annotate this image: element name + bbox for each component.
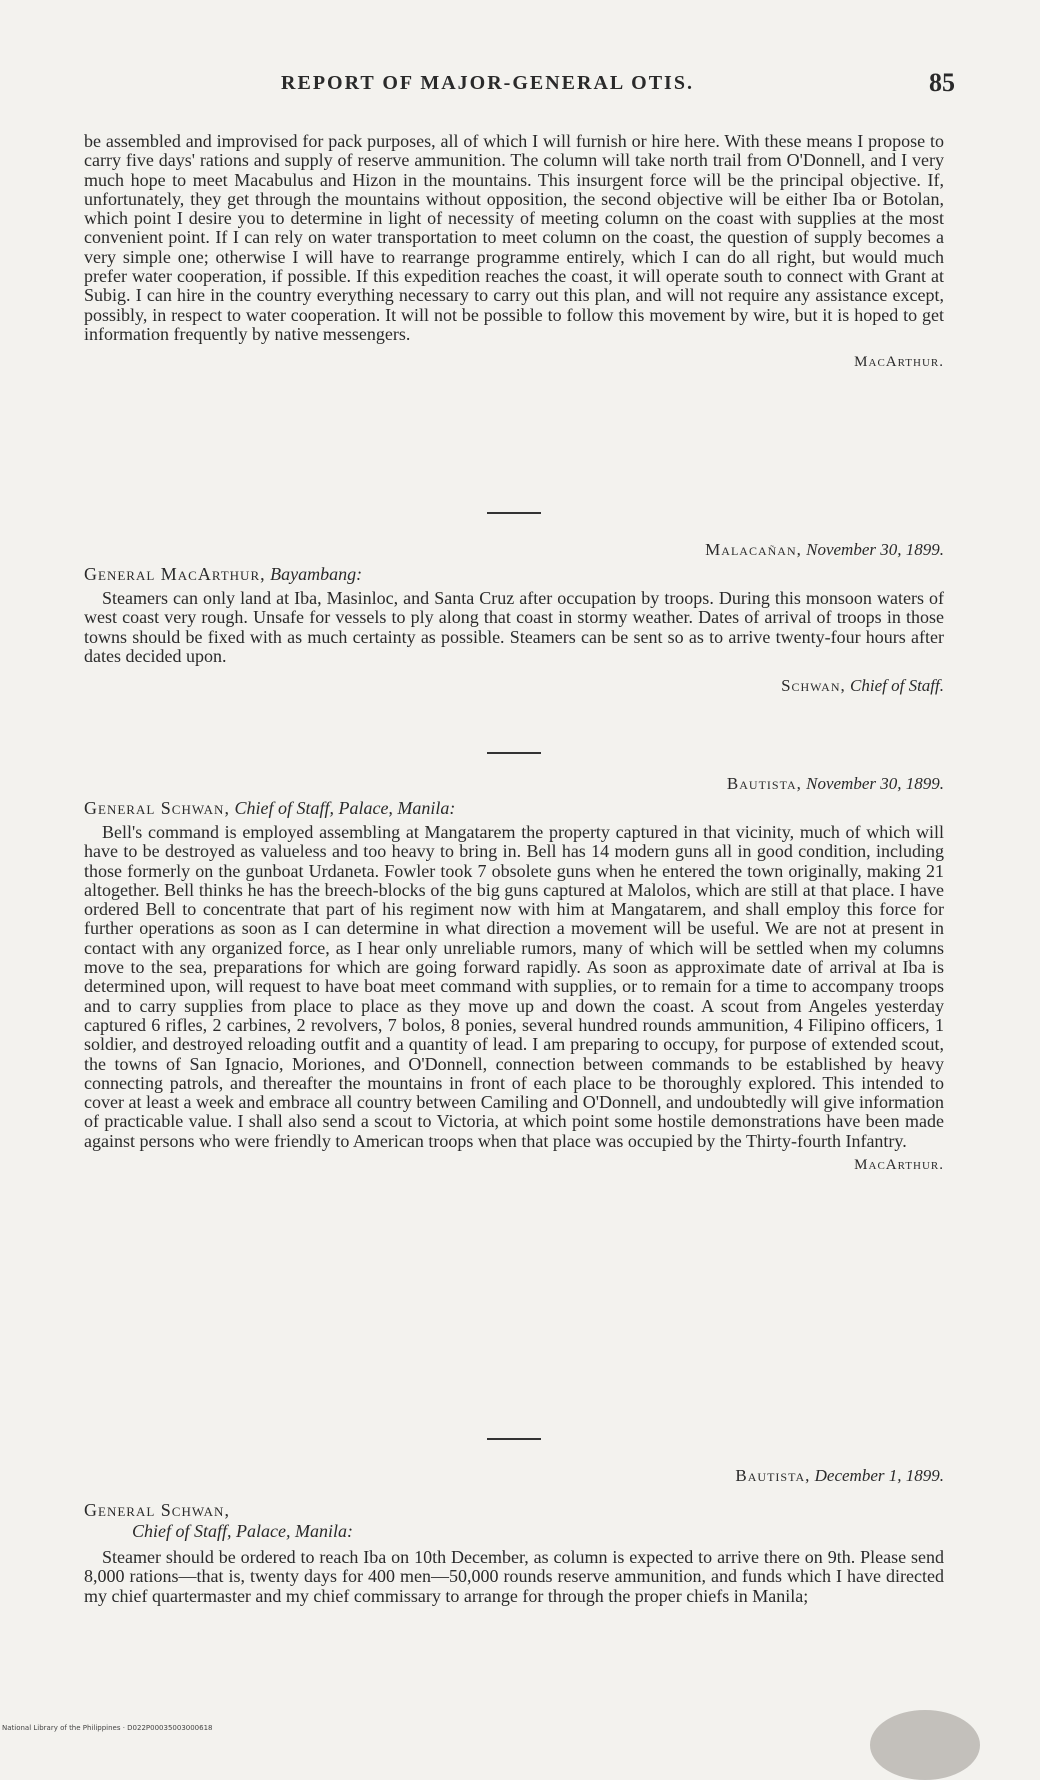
divider-rule — [487, 512, 541, 514]
divider — [84, 752, 944, 754]
dateline — [84, 1466, 944, 1486]
signature-title: Chief of Staff. — [850, 676, 944, 696]
dateline — [84, 540, 944, 560]
signature-name: Schwan, — [781, 676, 846, 696]
addressee — [84, 564, 944, 585]
addressee-name — [84, 1500, 944, 1521]
section-bautista-nov30 — [84, 774, 944, 1174]
dateline-date: November 30, 1899. — [806, 540, 944, 559]
addressee-name: General Schwan, — [84, 798, 230, 818]
paragraph: be assembled and improvised for pack purposes, all of which I will furnish or hire here. With these means I propose to carry five days' rations and supply of reserve ammunition. The column will take north trail from O'Donnell, and I very much hope to meet Macabulus and Hizon in the mountains. This insurgent force will be the principal objective. If, unfortunately, they get through the mountains without opposition, the second objective will be either Iba or Botolan, which point I desire you to determine in light of necessity of meeting column on the coast with supplies at the most convenient point. If I can rely on water transportation to meet column on the coast, the question of supply becomes a very simple one; otherwise I will have to rearrange programme entirely, which I can do all right, but would much prefer water cooperation, if possible. If this expedition reaches the coast, it will operate south to connect with Grant at Subig. I can hire in the country everything necessary to carry out this plan, and will not require any assistance except, possibly, in respect to water cooperation. It will not be possible to follow this movement by wire, but it is hoped to get information frequently by native messengers. — [84, 131, 944, 344]
signature: MacArthur. — [854, 354, 944, 371]
running-title: REPORT OF MAJOR-GENERAL OTIS. — [281, 71, 694, 94]
section-macarthur-continued — [84, 132, 944, 371]
dateline-date: December 1, 1899. — [814, 1466, 944, 1485]
addressee-name: General MacArthur, — [84, 564, 266, 584]
page-header — [80, 68, 955, 98]
dateline — [84, 774, 944, 794]
dateline-place: Bautista, — [735, 1466, 811, 1485]
paragraph: Steamers can only land at Iba, Masinloc, and Santa Cruz after occupation by troops. During this monsoon waters of west coast very rough. Unsafe for vessels to ply along that coast in stormy weather. Dates of arrival of troops in those towns should be fixed with as much certainty as possible. Steamers can be sent so as to arrive twenty-four hours after dates decided upon. — [84, 588, 944, 666]
footer-watermark: National Library of the Philippines · D022P00035003000618 — [2, 1724, 213, 1732]
paragraph: Bell's command is employed assembling at Mangatarem the property captured in that vicinity, much of which will have to be destroyed as valueless and too heavy to bring in. Bell has 14 modern guns all in good condition, including those formerly on the gunboat Urdaneta. Fowler took 7 obsolete guns when he entered the town originally, making 21 altogether. Bell thinks he has the breech-blocks of the big guns captured at Malolos, which are still at that place. I have ordered Bell to concentrate that part of his regiment now with him at Mangatarem, and shall employ this force for further operations as soon as I can determine in what direction a movement will be useful. We are not at present in contact with any organized force, as I hear only unreliable rumors, many of which will be settled when my columns move to the sea, preparations for which are going forward rapidly. As soon as approximate date of arrival at Iba is determined upon, will request to have boat meet command with supplies, or to remain for a time to accompany troops and to carry supplies from place to place as they move up and down the coast. A scout from Angeles yesterday captured 6 rifles, 2 carbines, 2 revolvers, 7 bolos, 8 ponies, several hundred rounds ammunition, 4 Filipino officers, 1 soldier, and destroyed reloading outfit and a quantity of lead. I am preparing to occupy, for purpose of extended scout, the towns of San Ignacio, Moriones, and O'Donnell, connection between commands to be established by heavy connecting patrols, and thereafter the mountains in front of each place to be thoroughly explored. This intended to cover at least a week and embrace all country between Camiling and O'Donnell, and undoubtedly will give information of practicable value. I shall also send a scout to Victoria, at which point some hostile demonstrations have been made against persons who were friendly to American troops when that place was occupied by the Thirty-fourth Infantry. — [84, 822, 944, 1151]
section-bautista-dec1 — [84, 1466, 944, 1606]
section-malacanan-telegram — [84, 540, 944, 696]
dateline-date: November 30, 1899. — [806, 774, 944, 793]
addressee-name-text: General Schwan, — [84, 1500, 230, 1520]
scanner-thumb-shadow — [870, 1710, 980, 1780]
addressee — [84, 798, 944, 819]
dateline-place: Bautista, — [726, 774, 802, 793]
divider — [84, 1438, 944, 1440]
signature: MacArthur. — [854, 1157, 944, 1174]
divider-rule — [487, 752, 541, 754]
divider — [84, 512, 944, 514]
paragraph: Steamer should be ordered to reach Iba on 10th December, as column is expected to arrive there on 9th. Please send 8,000 rations—that is, twenty days for 400 men—50,000 rounds reserve ammunition, and funds which I have directed my chief quartermaster and my chief commissary to arrange for through the proper chiefs in Manila; — [84, 1547, 944, 1606]
divider-rule — [487, 1438, 541, 1440]
page-number: 85 — [929, 68, 955, 97]
addressee-location: Bayambang: — [270, 564, 363, 584]
addressee-location: Chief of Staff, Palace, Manila: — [234, 798, 456, 818]
addressee-location: Chief of Staff, Palace, Manila: — [132, 1521, 353, 1541]
signature — [84, 676, 944, 696]
dateline-place: Malacañan, — [705, 540, 802, 559]
